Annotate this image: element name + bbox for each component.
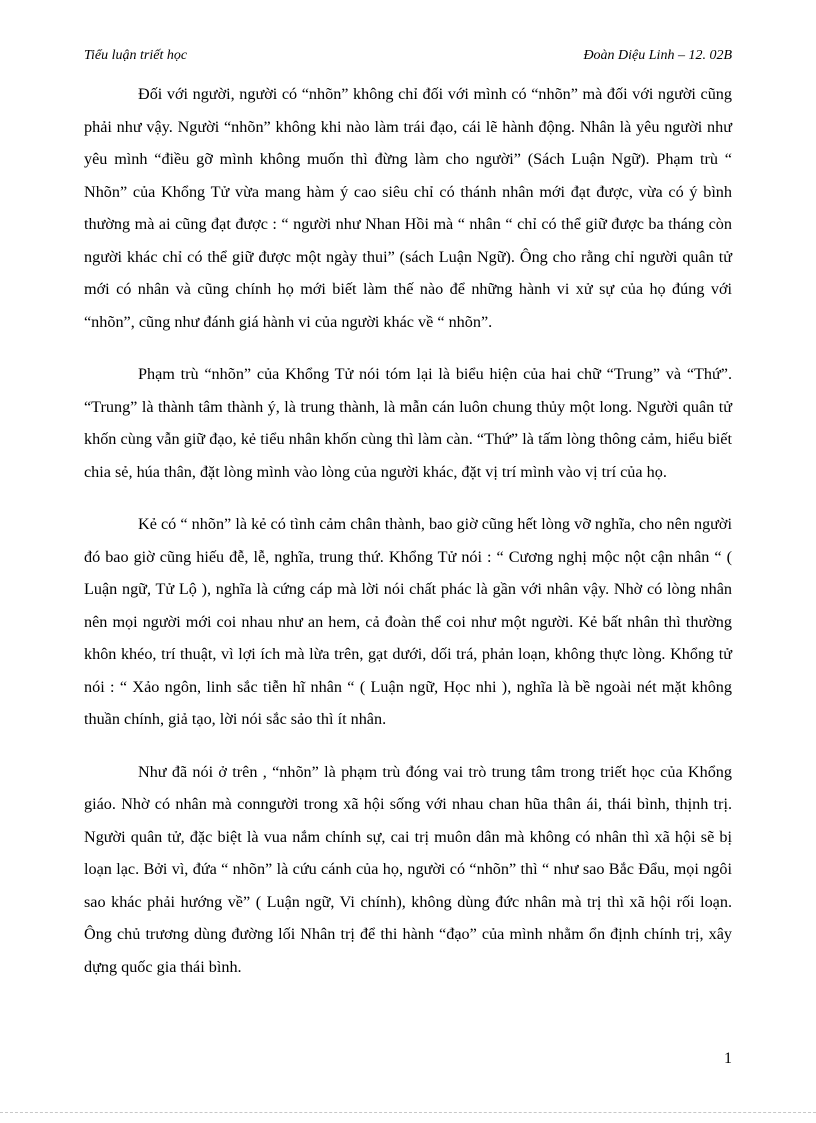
header-author: Đoàn Diệu Linh – 12. 02B: [583, 48, 732, 63]
header-title: Tiểu luận triết học: [84, 48, 188, 63]
paragraph: Đối với người, người có “nhõn” không chỉ đối với mình có “nhõn” mà đối với người cũng phải như vậy. Người “nhõn” không khi nào làm trái đạo, cái lẽ hành động. Nhân là yêu người như yêu mình “điều gỡ mình không muốn thì đừng làm cho người” (Sách Luận Ngữ). Phạm trù “ Nhõn” của Khổng Tử vừa mang hàm ý cao siêu chỉ có thánh nhân mới đạt được, vừa có ý bình thường mà ai cũng đạt được : “ người như Nhan Hồi mà “ nhân “ chỉ có thể giữ được ba tháng còn người khác chỉ có thể giữ được một ngày thui” (sách Luận Ngữ). Ông cho rằng chỉ người quân tử mới có nhân và cũng chính họ mới biết làm thế nào để những hành vi xử sự của họ đúng với “nhõn”, cũng như đánh giá hành vi của người khác về “ nhõn”.: [84, 85, 732, 331]
page-header: [84, 48, 732, 72]
document-body: [84, 78, 732, 1003]
paragraph: Phạm trù “nhõn” của Khổng Tử nói tóm lại là biểu hiện của hai chữ “Trung” và “Thứ”. “Trung” là thành tâm thành ý, là trung thành, là mẫn cán luôn chung thủy một long. Người quân tử khốn cùng vẫn giữ đạo, kẻ tiểu nhân khốn cùng thì làm càn. “Thứ” là tấm lòng thông cảm, hiểu biết chia sẻ, húa thân, đặt lòng mình vào lòng của người khác, đặt vị trí mình vào vị trí của họ.: [84, 365, 732, 481]
paragraph: Kẻ có “ nhõn” là kẻ có tình cảm chân thành, bao giờ cũng hết lòng vỡ nghĩa, cho nên người đó bao giờ cũng hiếu đễ, lễ, nghĩa, trung thứ. Khổng Tử nói : “ Cương nghị mộc nột cận nhân “ ( Luận ngữ, Tử Lộ ), nghĩa là cứng cáp mà lời nói chất phác là gần với nhân vậy. Nhờ có lòng nhân nên mọi người mới coi nhau như an hem, cả đoàn thể coi như một người. Kẻ bất nhân thì thường khôn khéo, trí thuật, vì lợi ích mà lừa trên, gạt dưới, dối trá, phản loạn, không thực lòng. Khổng tử nói : “ Xảo ngôn, linh sắc tiễn hĩ nhân “ ( Luận ngữ, Học nhi ), nghĩa là bề ngoài nét mặt không thuần chính, giả tạo, lời nói sắc sảo thì ít nhân.: [84, 515, 732, 728]
page-number: 1: [724, 1050, 732, 1067]
page-bottom-divider: [0, 1112, 816, 1113]
paragraph: Như đã nói ở trên , “nhõn” là phạm trù đóng vai trò trung tâm trong triết học của Khổng giáo. Nhờ có nhân mà conngười trong xã hội sống với nhau chan hũa thân ái, thái bình, thịnh trị. Người quân tử, đặc biệt là vua nắm chính sự, cai trị muôn dân mà không có nhân thì xã hội sẽ bị loạn lạc. Bởi vì, đứa “ nhõn” là cứu cánh của họ, người có “nhõn” thì “ như sao Bắc Đẩu, mọi ngôi sao khác phải hướng về” ( Luận ngữ, Vi chính), không dùng đức nhân mà trị thì xã hội rối loạn. Ông chủ trương dùng đường lối Nhân trị để thi hành “đạo” của mình nhằm ổn định chính trị, xây dựng quốc gia thái bình.: [84, 762, 732, 976]
